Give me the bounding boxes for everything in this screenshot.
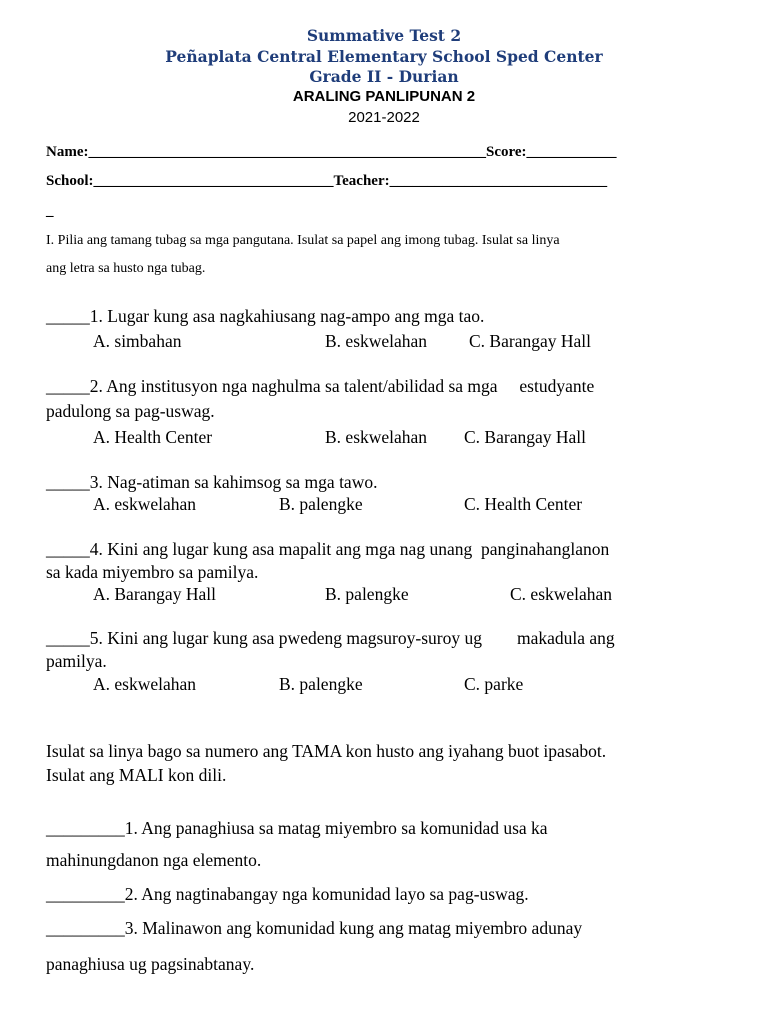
q4-choice-a: A. Barangay Hall <box>93 584 216 604</box>
true-false-item-1-cont: mahinungdanon nga elemento. <box>46 850 262 870</box>
question-2-cont: padulong sa pag-uswag. <box>46 401 215 421</box>
true-false-item-3-cont: panaghiusa ug pagsinabtanay. <box>46 954 255 974</box>
question-1: _____1. Lugar kung asa nagkahiusang nag-ampo ang mga tao. <box>46 306 485 326</box>
question-5: _____5. Kini ang lugar kung asa pwedeng magsuroy-suroy ug makadula ang <box>46 628 615 648</box>
q2-choice-b: B. eskwelahan <box>325 427 428 447</box>
school-name: Peñaplata Central Elementary School Sped Center <box>165 47 603 66</box>
q1-choice-a: A. simbahan <box>93 331 182 351</box>
q2-choice-a: A. Health Center <box>93 427 213 447</box>
q1-choice-b: B. eskwelahan <box>325 331 428 351</box>
q3-choice-a: A. eskwelahan <box>93 494 197 514</box>
question-3: _____3. Nag-atiman sa kahimsog sa mga tawo. <box>46 472 378 492</box>
q5-choice-b: B. palengke <box>279 674 363 694</box>
q3-choice-c: C. Health Center <box>464 494 583 514</box>
question-2: _____2. Ang institusyon nga naghulma sa talent/abilidad sa mga estudyante <box>46 376 595 396</box>
true-false-item-3: _________3. Malinawon ang komunidad kung ang matag miyembro adunay <box>46 918 583 938</box>
q5-choice-c: C. parke <box>464 674 524 694</box>
q3-choice-b: B. palengke <box>279 494 363 514</box>
part1-instruction-line2: ang letra sa husto nga tubag. <box>46 261 206 276</box>
school-year: 2021-2022 <box>348 109 420 126</box>
q5-choice-a: A. eskwelahan <box>93 674 197 694</box>
field-overflow-underscore: _ <box>46 203 54 219</box>
name-score-line: Name:_____________________________________________________Score:____________ <box>46 144 617 160</box>
part1-instruction-line1: I. Pilia ang tamang tubag sa mga pangutana. Isulat sa papel ang imong tubag. Isulat sa linya <box>46 233 560 248</box>
question-4: _____4. Kini ang lugar kung asa mapalit ang mga nag unang panginahanglanon <box>46 539 610 559</box>
part2-instruction-line2: Isulat ang MALI kon dili. <box>46 765 227 785</box>
true-false-item-1: _________1. Ang panaghiusa sa matag miyembro sa komunidad usa ka <box>46 818 548 838</box>
q2-choice-c: C. Barangay Hall <box>464 427 586 447</box>
q1-choice-c: C. Barangay Hall <box>469 331 591 351</box>
question-4-cont: sa kada miyembro sa pamilya. <box>46 562 259 582</box>
q4-choice-c: C. eskwelahan <box>510 584 613 604</box>
q4-choice-b: B. palengke <box>325 584 409 604</box>
test-title: Summative Test 2 <box>306 26 462 45</box>
question-5-cont: pamilya. <box>46 651 107 671</box>
subject-title: ARALING PANLIPUNAN 2 <box>292 88 476 105</box>
true-false-item-2: _________2. Ang nagtinabangay nga komunidad layo sa pag-uswag. <box>46 884 529 904</box>
school-teacher-line: School:________________________________Teacher:_____________________________ <box>46 173 608 189</box>
grade-section: Grade II - Durian <box>309 67 459 86</box>
part2-instruction-line1: Isulat sa linya bago sa numero ang TAMA kon husto ang iyahang buot ipasabot. <box>46 741 607 761</box>
